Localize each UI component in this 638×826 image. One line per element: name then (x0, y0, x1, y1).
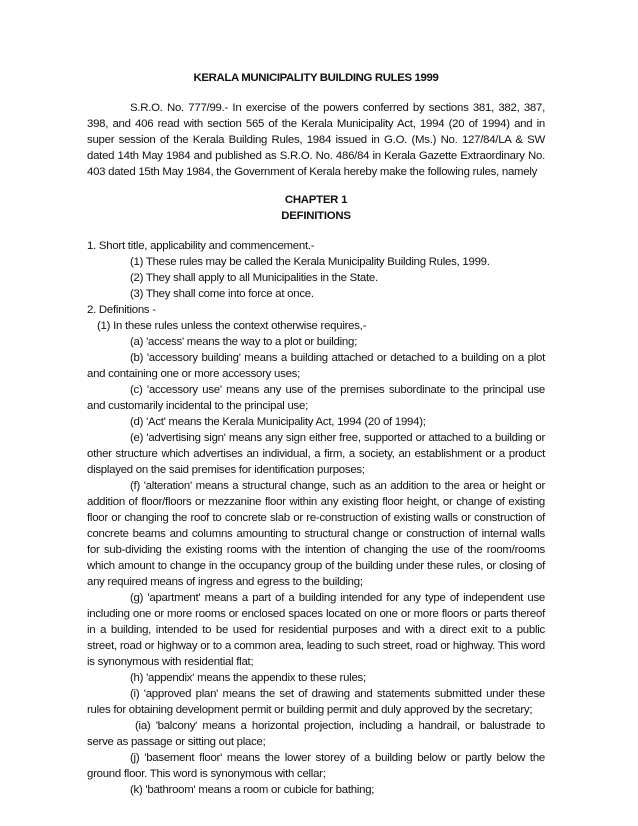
section-1-item: (2) They shall apply to all Municipalities in the State. (130, 272, 378, 284)
definition-alteration: (f) 'alteration' means a structural change, such as an addition to the area or height or addition of floor/floors or mezzanine floor within any existing floor height, or change of existing floor or changing the roof to concrete slab or re-construction of existing walls or construction of concrete beams and columns amounting to structural change or construction of internal walls for sub-dividing the existing rooms with the intention of changing the use of the room/rooms which amount to change in the occupancy group of the building under these rules, or closing of any required means of ingress and egress to the building; (87, 480, 545, 588)
definition-basement-floor: (j) 'basement floor' means the lower storey of a building below or partly below the ground floor. This word is synonymous with cellar; (87, 752, 545, 780)
preamble-paragraph: S.R.O. No. 777/99.- In exercise of the powers conferred by sections 381, 382, 387, 398, and 406 read with section 565 of the Kerala Municipality Act, 1994 (20 of 1994) and in super session of the Kerala Building Rules, 1984 issued in G.O. (Ms.) No. 127/84/LA & SW dated 14th May 1984 and published as S.R.O. No. 486/84 in Kerala Gazette Extraordinary No. 403 dated 15th May 1984, the Government of Kerala hereby make the following rules, namely (87, 102, 545, 178)
definition-appendix: (h) 'appendix' means the appendix to these rules; (130, 672, 366, 684)
definition-accessory-building: (b) 'accessory building' means a building attached or detached to a building on a plot and containing one or more accessory uses; (87, 352, 545, 380)
definition-approved-plan: (i) 'approved plan' means the set of drawing and statements submitted under these rules for obtaining development permit or building permit and duly approved by the secretary; (87, 688, 545, 716)
definition-access: (a) 'access' means the way to a plot or building; (130, 336, 357, 348)
definition-advertising-sign: (e) 'advertising sign' means any sign either free, supported or attached to a building or other structure which advertises an individual, a firm, a society, an establishment or a product displayed on the said premises for identification purposes; (87, 432, 545, 476)
document-title: KERALA MUNICIPALITY BUILDING RULES 1999 (193, 72, 439, 84)
section-1-heading: 1. Short title, applicability and commencement.- (87, 240, 315, 252)
definition-bathroom: (k) 'bathroom' means a room or cubicle for bathing; (130, 784, 375, 796)
definition-balcony: (ia) 'balcony' means a horizontal projection, including a handrail, or balustrade to serve as passage or sitting out place; (87, 720, 545, 748)
section-1-item: (3) They shall come into force at once. (130, 288, 314, 300)
chapter-title: DEFINITIONS (281, 210, 351, 222)
definition-apartment: (g) 'apartment' means a part of a building intended for any type of independent use including one or more rooms or enclosed spaces located on one or more floors or parts thereof in a building, intended to be used for residential purposes and with a direct exit to a public street, road or highway or to a common area, leading to such street, road or highway. This word is synonymous with residential flat; (87, 592, 545, 668)
document-page (87, 70, 545, 798)
section-1-item: (1) These rules may be called the Kerala Municipality Building Rules, 1999. (130, 256, 490, 268)
chapter-heading (87, 192, 545, 224)
section-2-intro: (1) In these rules unless the context otherwise requires,- (97, 320, 367, 332)
chapter-number: CHAPTER 1 (284, 194, 348, 206)
definition-accessory-use: (c) 'accessory use' means any use of the premises subordinate to the principal use and customarily incidental to the principal use; (87, 384, 545, 412)
section-2-heading: 2. Definitions - (87, 304, 156, 316)
definition-act: (d) 'Act' means the Kerala Municipality Act, 1994 (20 of 1994); (130, 416, 426, 428)
